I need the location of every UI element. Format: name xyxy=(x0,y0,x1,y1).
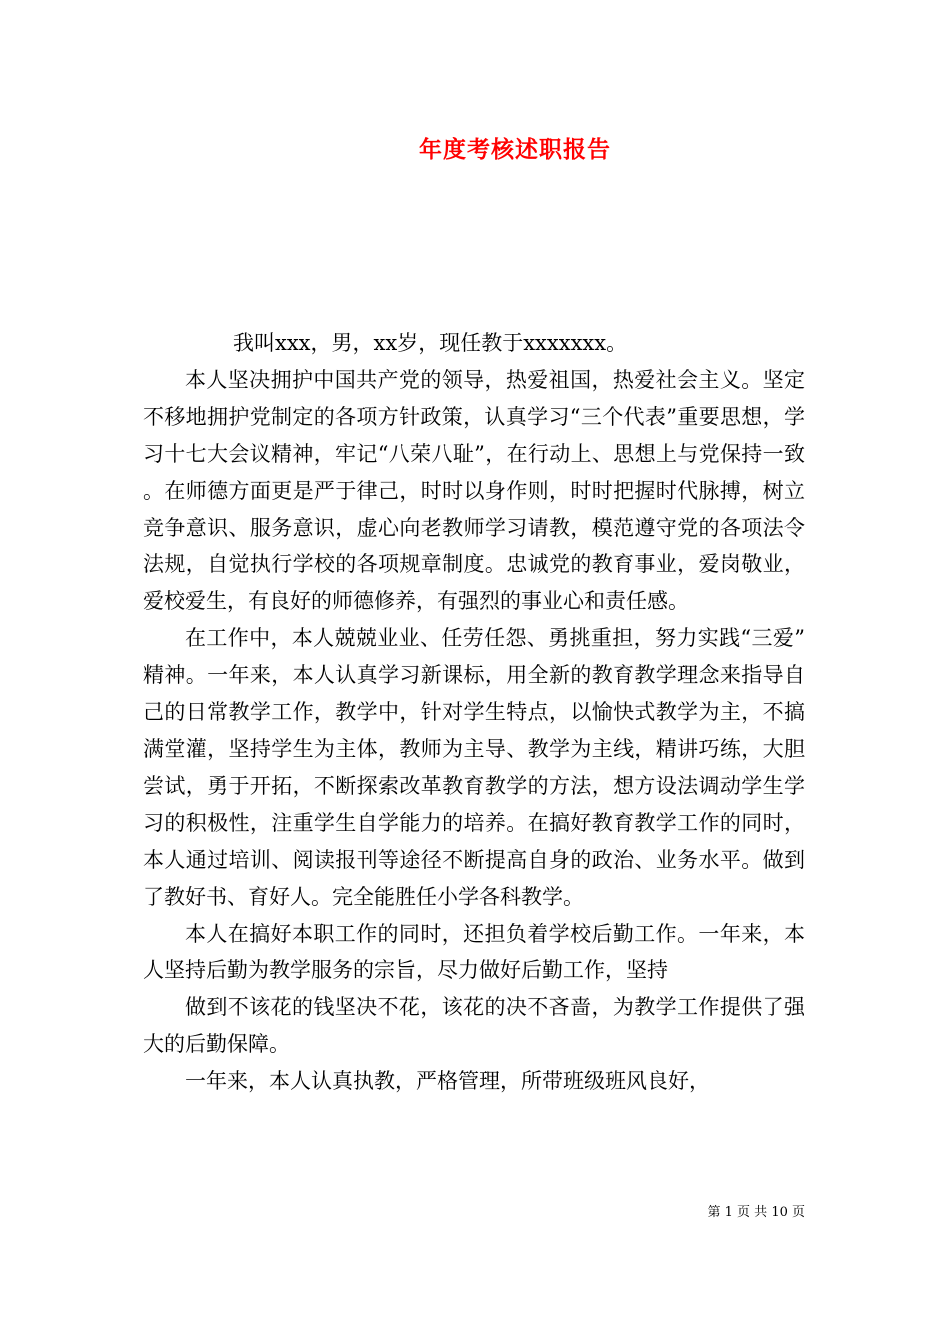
paragraph-logistics-work: 本人在搞好本职工作的同时，还担负着学校后勤工作。一年来，本人坚持后勤为教学服务的宗旨，尽力做好后勤工作，坚持 xyxy=(143,921,805,983)
paragraph-intro: 我叫xxx，男，xx岁，现任教于xxxxxxx。 xyxy=(233,331,628,355)
page-number-footer: 第 1 页 共 10 页 xyxy=(707,1205,805,1220)
paragraph-political-stance: 本人坚决拥护中国共产党的领导，热爱祖国，热爱社会主义。坚定不移地拥护党制定的各项方针政策，认真学习“三个代表”重要思想，学习十七大会议精神，牢记“八荣八耻”，在行动上、思想上与党保持一致。在师德方面更是严于律己，时时以身作则，时时把握时代脉搏，树立竞争意识、服务意识，虚心向老教师学习请教，模范遵守党的各项法令法规，自觉执行学校的各项规章制度。忠诚党的教育事业，爱岗敬业，爱校爱生，有良好的师德修养，有强烈的事业心和责任感。 xyxy=(143,367,805,614)
document-body xyxy=(143,325,805,1100)
paragraph-teaching-work: 在工作中，本人兢兢业业、任劳任怨、勇挑重担，努力实践“三爱”精神。一年来，本人认真学习新课标，用全新的教育教学理念来指导自己的日常教学工作，教学中，针对学生特点，以愉快式教学为主，不搞满堂灌，坚持学生为主体，教师为主导、教学为主线，精讲巧练，大胆尝试，勇于开拓，不断探索改革教育教学的方法，想方设法调动学生学习的积极性，注重学生自学能力的培养。在搞好教育教学工作的同时，本人通过培训、阅读报刊等途径不断提高自身的政治、业务水平。做到了教好书、育好人。完全能胜任小学各科教学。 xyxy=(143,626,805,909)
paragraph-class-management: 一年来，本人认真执教，严格管理，所带班级班风良好， xyxy=(185,1069,710,1094)
document-title: 年度考核述职报告 xyxy=(419,136,611,163)
paragraph-logistics-continued: 做到不该花的钱坚决不花，该花的决不吝啬，为教学工作提供了强大的后勤保障。 xyxy=(143,995,805,1057)
